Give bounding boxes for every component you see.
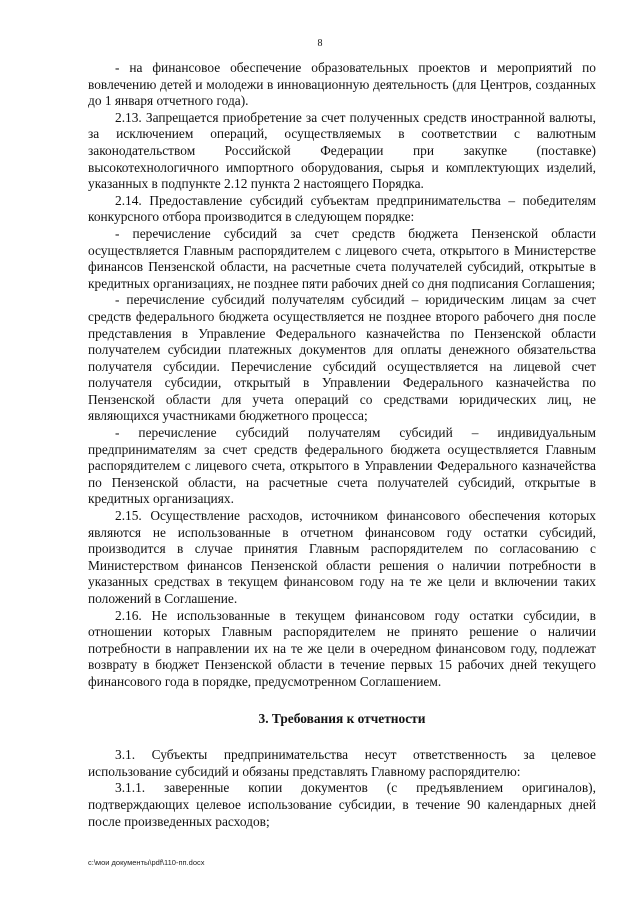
paragraph-2-15: 2.15. Осуществление расходов, источником финансового обеспечения которых являются не использованные в отчетном финансовом году остатки субсидий, производится в случае принятия Главным распорядителем по согласованию с Министерством финансов Пензенской области решения о наличии потребности в указанных средствах в текущем финансовом году на те же цели и включении таких положений в Соглашение. [88, 508, 596, 606]
footer-file-path: c:\мои документы\pdf\110-пп.docx [88, 858, 205, 867]
paragraph-2-13: 2.13. Запрещается приобретение за счет полученных средств иностранной валюты, за исключением операций, осуществляемых в соответствии с валютным законодательством Российской Федерации при закупке (поставке) высокотехнологичного импортного оборудования, сырья и комплектующих изделий, указанных в подпункте 2.12 пункта 2 настоящего Порядка. [88, 109, 596, 192]
document-body [88, 60, 596, 830]
paragraph-3-1-1: 3.1.1. заверенные копии документов (с предъявлением оригиналов), подтверждающих целевое использование субсидии, в течение 90 календарных дней после произведенных расходов; [88, 780, 596, 829]
paragraph-2-16: 2.16. Не использованные в текущем финансовом году остатки субсидии, в отношении которых Главным распорядителем не принято решение о наличии потребности в направлении их на те же цели в очередном финансовом году, подлежат возврату в бюджет Пензенской области в течение первых 15 рабочих дней текущего финансового года в порядке, предусмотренном Соглашением. [88, 607, 596, 689]
section-heading: 3. Требования к отчетности [258, 710, 426, 726]
page-number: 8 [317, 38, 323, 49]
paragraph-2-14: 2.14. Предоставление субсидий субъектам предпринимательства – победителям конкурсного отбора производится в следующем порядке: [88, 192, 596, 225]
paragraph: - на финансовое обеспечение образовательных проектов и мероприятий по вовлечению детей и молодежи в инновационную деятельность (для Центров, созданных до 1 января отчетного года). [88, 60, 596, 109]
paragraph-3-1: 3.1. Субъекты предпринимательства несут ответственность за целевое использование субсидий и обязаны представлять Главному распорядителю: [88, 747, 596, 779]
paragraph: - перечисление субсидий получателям субсидий – юридическим лицам за счет средств федерального бюджета осуществляется не позднее второго рабочего дня после представления в Управление Федерального казначейства по Пензенской области получателем субсидии платежных документов для оплаты денежного обязательства получателя субсидии. Перечисление субсидий осуществляется на лицевой счет получателя субсидии, открытый в Управлении Федерального казначейства по Пензенской области для учета операций со средствами юридических лиц, не являющихся участниками бюджетного процесса; [88, 292, 596, 424]
paragraph: - перечисление субсидий получателям субсидий – индивидуальным предпринимателям за счет средств федерального бюджета осуществляется Главным распорядителем с лицевого счета, открытого в Управлении Федерального казначейства по Пензенской области, на расчетные счета получателей субсидий, открытые в кредитных организациях. [88, 425, 596, 507]
paragraph: - перечисление субсидий за счет средств бюджета Пензенской области осуществляется Главным распорядителем с лицевого счета, открытого в Министерстве финансов Пензенской области, на расчетные счета получателей субсидий, открытые в кредитных организациях, не позднее пяти рабочих дней со дня подписания Соглашения; [88, 225, 596, 291]
